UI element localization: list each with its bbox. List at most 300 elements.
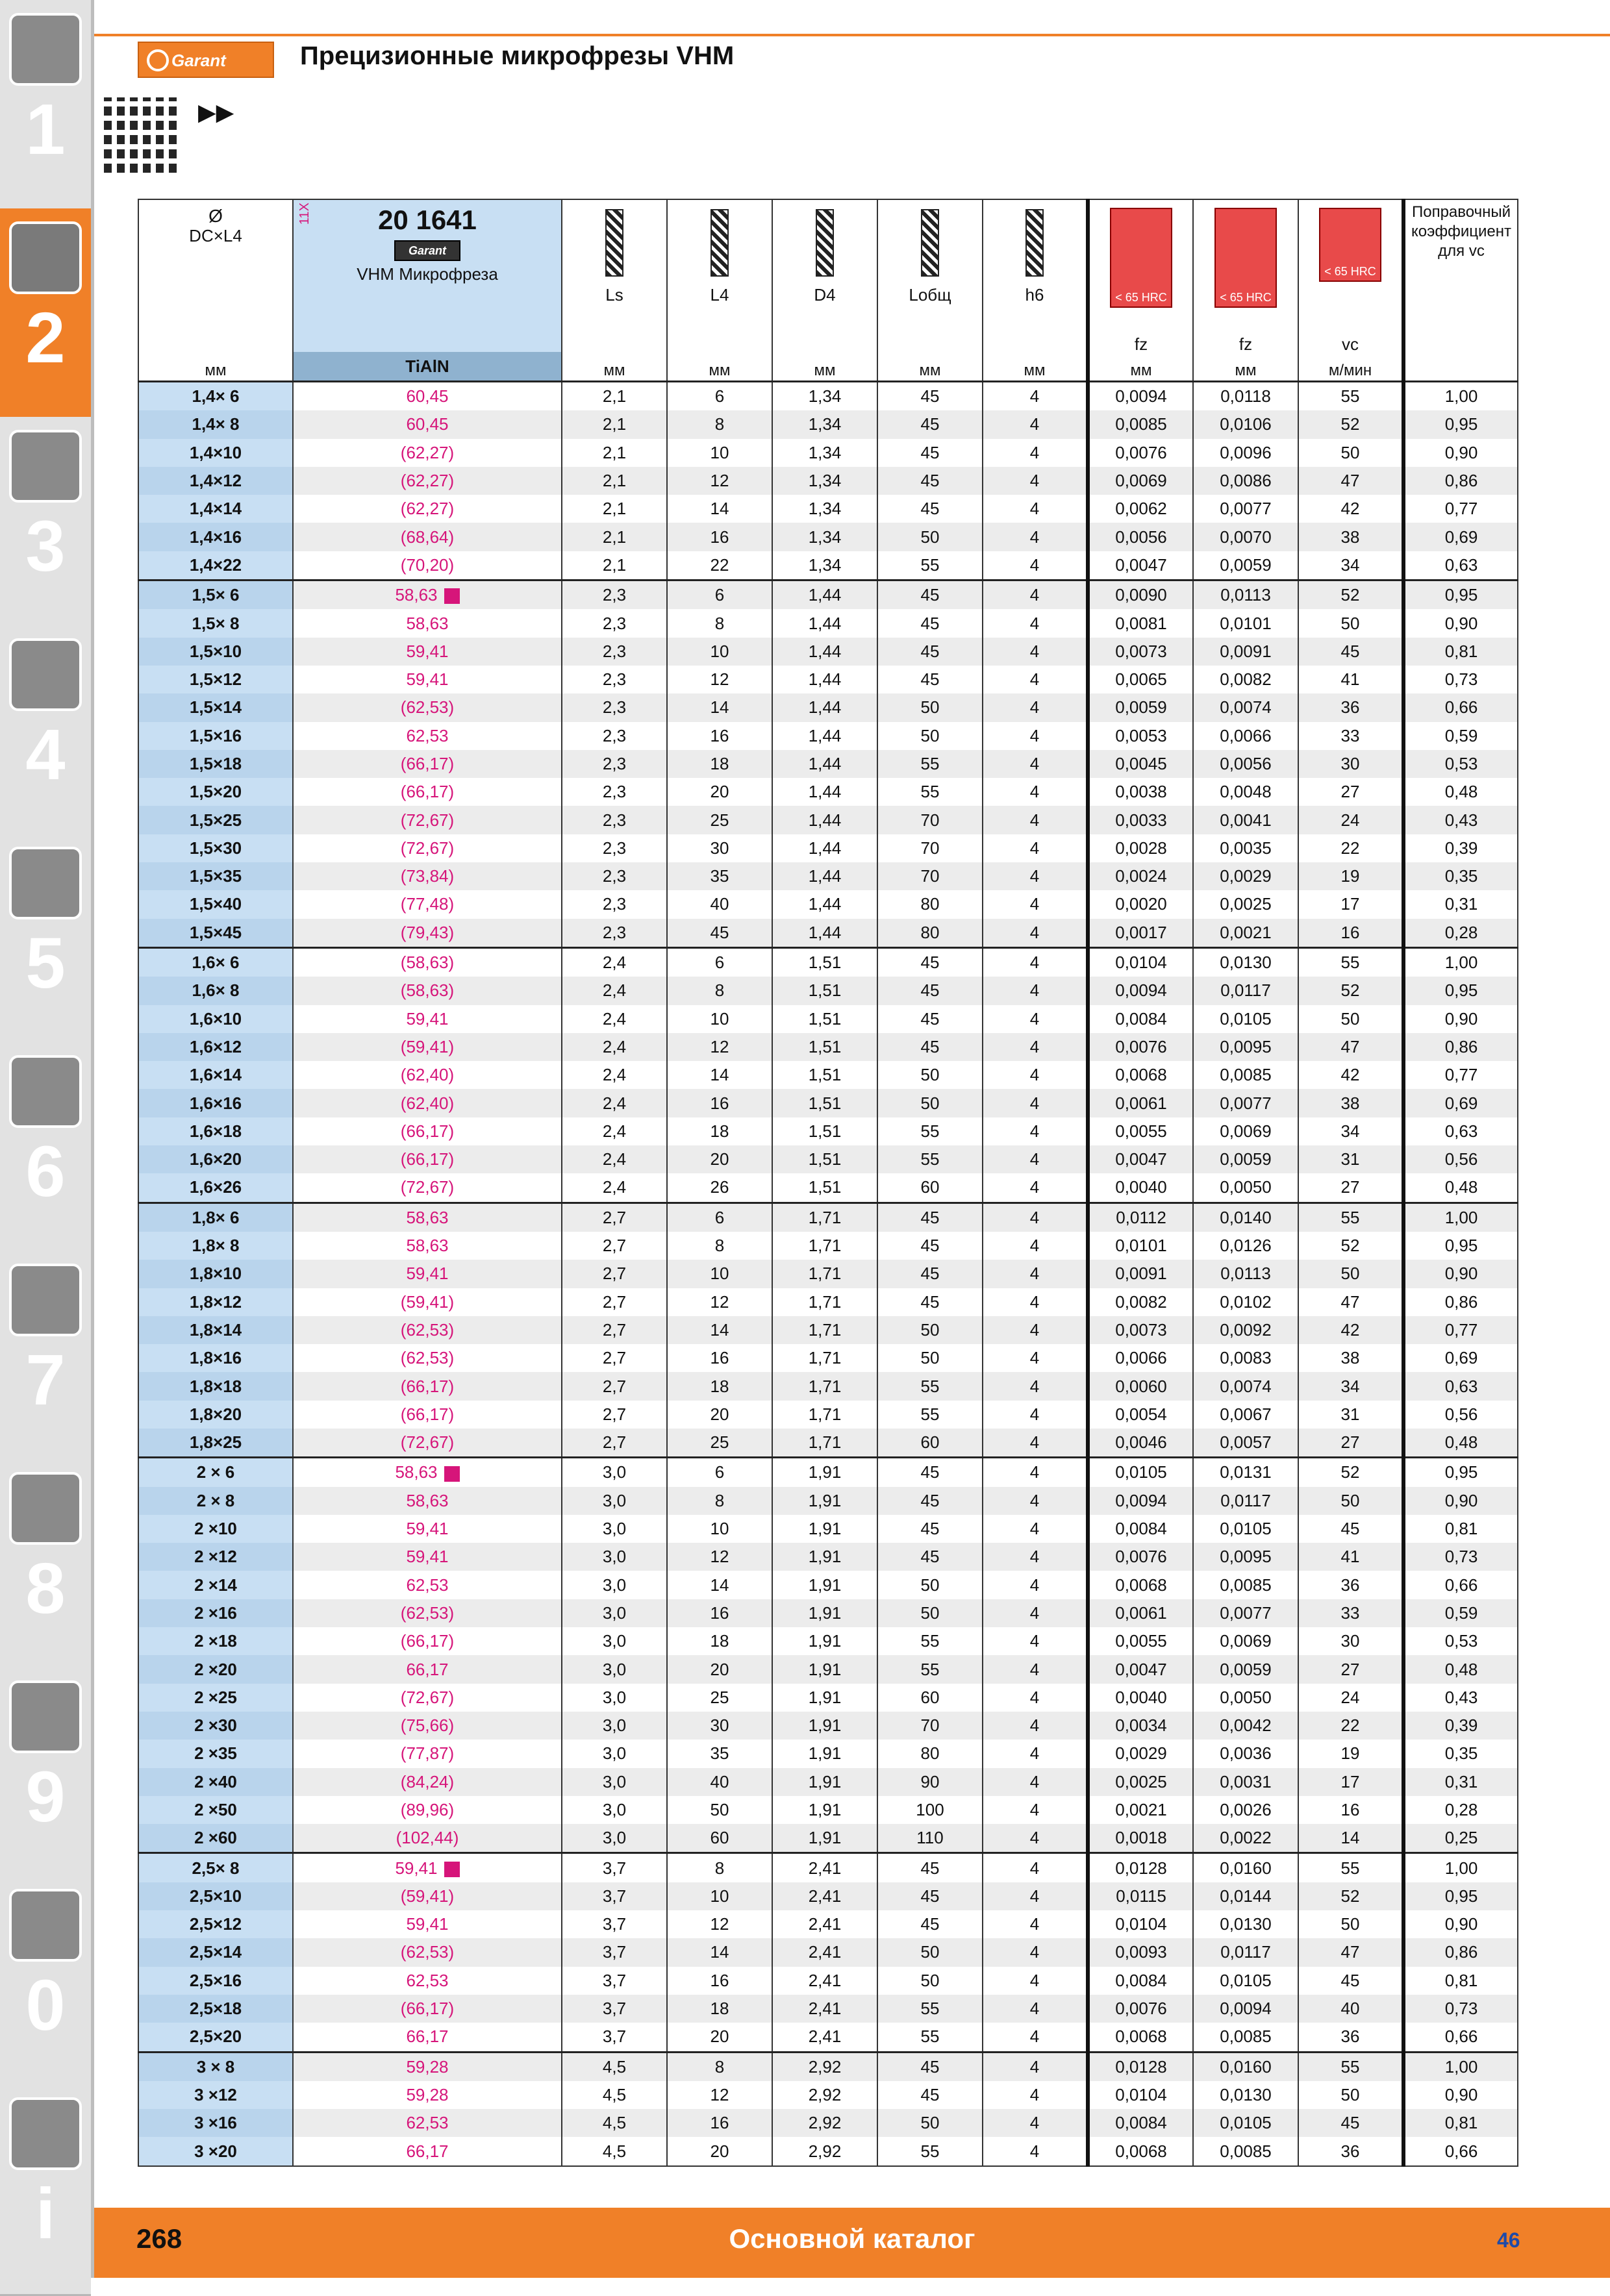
- cell-value: 2,4: [602, 1008, 627, 1029]
- cell-fz-side: [1193, 551, 1298, 580]
- vc-hrc: < 65 HRC: [1324, 265, 1376, 278]
- cell-value: 3,0: [602, 1603, 627, 1623]
- cell-value: 1,4×14: [189, 499, 242, 519]
- cell-value: 2 ×50: [194, 1799, 237, 1819]
- cell-value: 55: [920, 1376, 940, 1396]
- cell-vc: [1298, 580, 1403, 610]
- cell-correction: [1403, 778, 1518, 806]
- cell-l4: [667, 439, 772, 467]
- cell-vc: [1298, 1967, 1403, 1995]
- cell-ls: [562, 638, 667, 666]
- cell-value: 0,0056: [1115, 527, 1167, 547]
- cell-value: 30: [710, 838, 729, 858]
- cell-price: [293, 722, 562, 750]
- cell-value: (62,27): [400, 471, 455, 491]
- cell-vc: [1298, 2081, 1403, 2109]
- sidebar-section-9[interactable]: [0, 1667, 91, 1879]
- cell-ls: [562, 1515, 667, 1543]
- cell-d4: [772, 890, 877, 918]
- cell-d4: [772, 750, 877, 778]
- cell-value: 0,63: [1444, 555, 1478, 575]
- cell-value: (77,48): [400, 894, 455, 914]
- cell-ls: [562, 2109, 667, 2137]
- cell-correction: [1403, 977, 1518, 1004]
- cell-value: 1,4× 6: [192, 386, 240, 406]
- cell-price: [293, 693, 562, 721]
- cell-value: 0,0085: [1220, 1575, 1272, 1595]
- cell-value: 0,0055: [1115, 1631, 1167, 1651]
- cell-value: 38: [1340, 1348, 1360, 1368]
- cell-fz-slot: [1088, 410, 1193, 438]
- sidebar-section-3[interactable]: [0, 417, 91, 629]
- cell-value: 2,5×12: [189, 1914, 242, 1934]
- cell-l4: [667, 1995, 772, 2023]
- cell-price: [293, 834, 562, 862]
- h6-unit: мм: [1024, 362, 1046, 379]
- cell-value: 4: [1029, 499, 1040, 519]
- cell-l4: [667, 410, 772, 438]
- cell-vc: [1298, 609, 1403, 637]
- cell-value: 0,0128: [1115, 2056, 1167, 2077]
- cell-value: 1,71: [808, 1376, 842, 1396]
- sidebar-section-2[interactable]: [0, 208, 91, 420]
- d4-label: D4: [814, 285, 836, 305]
- cell-h6: [983, 2023, 1088, 2052]
- cell-value: 0,0068: [1115, 1575, 1167, 1595]
- cell-value: 0,0085: [1115, 414, 1167, 434]
- col-d4: [772, 199, 877, 382]
- cell-correction: [1403, 1882, 1518, 1910]
- cell-value: 0,0101: [1220, 613, 1272, 633]
- cell-value: 45: [1340, 2113, 1360, 2133]
- cell-dimension: [138, 1712, 293, 1740]
- cell-correction: [1403, 1117, 1518, 1145]
- cell-dimension: [138, 890, 293, 918]
- cell-h6: [983, 1203, 1088, 1232]
- cell-dimension: [138, 1145, 293, 1173]
- cell-value: 27: [1340, 1659, 1360, 1679]
- cell-value: 4: [1029, 866, 1040, 886]
- cell-dimension: [138, 666, 293, 693]
- cell-l4: [667, 750, 772, 778]
- cell-l4: [667, 523, 772, 551]
- cell-value: 0,0020: [1115, 894, 1167, 914]
- cell-value: 0,81: [1444, 2113, 1478, 2133]
- cell-value: (66,17): [400, 1404, 455, 1424]
- sidebar-section-i[interactable]: [0, 2084, 91, 2296]
- cell-value: 0,0092: [1220, 1319, 1272, 1340]
- cell-value: 8: [714, 1490, 725, 1510]
- cell-value: 0,0084: [1115, 1008, 1167, 1029]
- cell-value: (62,53): [400, 1942, 455, 1962]
- section-code: 46: [1497, 2228, 1520, 2252]
- cell-value: 0,35: [1444, 1743, 1478, 1764]
- cell-vc: [1298, 495, 1403, 523]
- cell-value: 0,0084: [1115, 1519, 1167, 1539]
- cell-value: 55: [920, 754, 940, 773]
- cell-fz-side: [1193, 1173, 1298, 1203]
- cell-value: 24: [1340, 1687, 1360, 1707]
- cell-value: 70: [920, 838, 940, 858]
- cell-d4: [772, 666, 877, 693]
- availability-marker-icon: [444, 588, 460, 604]
- cell-value: 1,6× 8: [192, 980, 240, 1001]
- cell-value: (77,87): [400, 1743, 455, 1764]
- cell-value: 50: [1340, 442, 1360, 462]
- cell-fz-slot: [1088, 2081, 1193, 2109]
- cell-value: 1,71: [808, 1319, 842, 1340]
- cell-d4: [772, 1429, 877, 1458]
- cell-vc: [1298, 1599, 1403, 1627]
- cell-value: 4: [1029, 1575, 1040, 1595]
- cell-value: 45: [920, 641, 940, 661]
- sidebar-section-5[interactable]: [0, 834, 91, 1045]
- cell-value: 1,91: [808, 1575, 842, 1595]
- l4-label: L4: [710, 285, 729, 305]
- cell-value: 2 ×18: [194, 1631, 237, 1651]
- table-row: [138, 1458, 1518, 1487]
- cell-h6: [983, 806, 1088, 834]
- cell-ls: [562, 1910, 667, 1938]
- cell-value: 0,0113: [1220, 585, 1271, 605]
- cell-value: 60: [710, 1828, 729, 1848]
- cell-value: 59,28: [406, 2084, 449, 2104]
- cell-ls: [562, 1260, 667, 1288]
- cell-vc: [1298, 523, 1403, 551]
- cell-value: 20: [710, 2141, 729, 2161]
- cell-fz-slot: [1088, 834, 1193, 862]
- cell-value: 0,0083: [1220, 1348, 1272, 1368]
- cell-value: 10: [710, 442, 729, 462]
- cell-value: 1,44: [808, 838, 842, 858]
- table-row: [138, 1571, 1518, 1599]
- cell-l4: [667, 1910, 772, 1938]
- cell-h6: [983, 890, 1088, 918]
- cell-correction: [1403, 919, 1518, 948]
- table-row: [138, 2052, 1518, 2081]
- fz2-label: fz: [1239, 334, 1253, 354]
- cell-value: 16: [710, 725, 729, 745]
- cell-value: 2,7: [602, 1432, 627, 1453]
- cell-price: [293, 919, 562, 948]
- cell-value: 0,0050: [1220, 1177, 1272, 1197]
- sidebar-section-1[interactable]: [0, 0, 91, 212]
- cell-value: 16: [1340, 922, 1360, 942]
- cell-value: 0,0105: [1220, 1519, 1272, 1539]
- cell-dimension: [138, 1740, 293, 1767]
- cell-l4: [667, 1429, 772, 1458]
- cell-price: [293, 1316, 562, 1344]
- section-icon: [9, 2097, 82, 2170]
- cell-fz-side: [1193, 1882, 1298, 1910]
- forward-arrows-icon[interactable]: ▶▶: [198, 99, 234, 125]
- cell-h6: [983, 1288, 1088, 1316]
- cell-value: 20: [710, 1404, 729, 1424]
- table-row: [138, 2137, 1518, 2165]
- cell-fz-slot: [1088, 2023, 1193, 2052]
- cell-value: 0,0018: [1115, 1828, 1167, 1848]
- cell-value: 0,0094: [1115, 980, 1167, 1001]
- cell-value: 40: [710, 894, 729, 914]
- cell-value: 0,66: [1444, 697, 1478, 718]
- cell-dimension: [138, 2081, 293, 2109]
- table-row: [138, 1487, 1518, 1515]
- cell-value: 12: [710, 1914, 729, 1934]
- cell-d4: [772, 495, 877, 523]
- cell-value: 1,51: [808, 953, 842, 973]
- cell-correction: [1403, 580, 1518, 610]
- cell-ls: [562, 1203, 667, 1232]
- cell-value: 50: [1340, 2084, 1360, 2104]
- cell-value: 2,7: [602, 1292, 627, 1312]
- cell-value: (66,17): [400, 1376, 455, 1396]
- cell-ls: [562, 1145, 667, 1173]
- cell-fz-slot: [1088, 467, 1193, 495]
- cell-value: 45: [920, 1207, 940, 1227]
- sidebar-section-7[interactable]: [0, 1251, 91, 1462]
- cell-value: 60: [920, 1687, 940, 1707]
- cell-vc: [1298, 666, 1403, 693]
- cell-l4: [667, 1599, 772, 1627]
- ltotal-label: Lобщ: [909, 285, 951, 305]
- cell-value: 0,0047: [1115, 1149, 1167, 1169]
- cell-value: 4: [1029, 697, 1040, 718]
- sidebar-section-0[interactable]: [0, 1876, 91, 2088]
- cell-value: 18: [710, 1121, 729, 1141]
- cell-l4: [667, 1117, 772, 1145]
- cell-fz-side: [1193, 806, 1298, 834]
- cell-value: 4,5: [602, 2113, 627, 2133]
- catalog-title: Основной каталог: [729, 2223, 975, 2254]
- cell-value: 3 × 8: [196, 2056, 235, 2077]
- table-row: [138, 1401, 1518, 1429]
- cell-value: 0,95: [1444, 1236, 1478, 1256]
- h6-label: h6: [1025, 285, 1044, 305]
- cell-dimension: [138, 1515, 293, 1543]
- cell-h6: [983, 2052, 1088, 2081]
- neck-diameter-icon: [816, 209, 834, 277]
- cell-value: 4,5: [602, 2141, 627, 2161]
- cell-value: 0,69: [1444, 1348, 1478, 1368]
- qr-code-icon[interactable]: [104, 97, 179, 173]
- cell-value: 50: [920, 1942, 940, 1962]
- cell-value: 4: [1029, 1631, 1040, 1651]
- cell-value: 2 ×60: [194, 1828, 237, 1848]
- cell-value: 6: [714, 386, 725, 406]
- cell-value: 19: [1340, 1743, 1360, 1764]
- table-row: [138, 722, 1518, 750]
- cell-fz-slot: [1088, 382, 1193, 411]
- cell-value: 0,56: [1444, 1404, 1478, 1424]
- cell-ls: [562, 947, 667, 977]
- cell-value: 52: [1340, 585, 1360, 605]
- cell-fz-slot: [1088, 1458, 1193, 1487]
- sidebar-section-4[interactable]: [0, 625, 91, 837]
- cell-value: 45: [920, 1886, 940, 1906]
- cell-value: 1,5×20: [189, 782, 242, 802]
- cell-ls: [562, 750, 667, 778]
- cell-vc: [1298, 1458, 1403, 1487]
- cell-value: 2,4: [602, 1093, 627, 1113]
- cell-value: 4: [1029, 442, 1040, 462]
- cell-value: 0,53: [1444, 1631, 1478, 1651]
- cell-value: 1,4× 8: [192, 414, 240, 434]
- cell-fz-slot: [1088, 580, 1193, 610]
- cell-value: 27: [1340, 782, 1360, 802]
- cell-price: [293, 1344, 562, 1372]
- cell-value: 1,6×10: [189, 1008, 242, 1029]
- cell-vc: [1298, 1655, 1403, 1683]
- cell-ltotal: [877, 693, 983, 721]
- cell-value: 4: [1029, 725, 1040, 745]
- cell-d4: [772, 1487, 877, 1515]
- cell-fz-slot: [1088, 1117, 1193, 1145]
- table-row: [138, 1740, 1518, 1767]
- section-icon: [9, 1680, 82, 1753]
- cell-l4: [667, 580, 772, 610]
- cell-fz-slot: [1088, 1796, 1193, 1824]
- fz1-unit: мм: [1130, 362, 1152, 379]
- cell-value: 2,7: [602, 1404, 627, 1424]
- cell-value: 0,0055: [1115, 1121, 1167, 1141]
- cell-value: 0,0074: [1220, 1376, 1272, 1396]
- cell-value: (59,41): [400, 1292, 455, 1312]
- cell-fz-slot: [1088, 1173, 1193, 1203]
- cell-value: 0,95: [1444, 1462, 1478, 1482]
- cell-value: 0,43: [1444, 1687, 1478, 1707]
- cell-value: 1,91: [808, 1631, 842, 1651]
- cell-value: 1,8×20: [189, 1404, 242, 1424]
- cell-value: 1,5×45: [189, 922, 242, 942]
- table-row: [138, 1429, 1518, 1458]
- sidebar-section-8[interactable]: [0, 1459, 91, 1671]
- cell-ltotal: [877, 1571, 983, 1599]
- cell-h6: [983, 1938, 1088, 1966]
- cell-h6: [983, 1768, 1088, 1796]
- section-number: 3: [25, 506, 66, 586]
- cell-value: 0,48: [1444, 1432, 1478, 1453]
- cell-value: 4: [1029, 641, 1040, 661]
- cell-price: [293, 1995, 562, 2023]
- cell-vc: [1298, 1824, 1403, 1853]
- cell-d4: [772, 1967, 877, 1995]
- cell-dimension: [138, 722, 293, 750]
- cell-value: 2,3: [602, 922, 627, 942]
- cell-value: 2 ×40: [194, 1771, 237, 1791]
- cell-fz-slot: [1088, 722, 1193, 750]
- cell-fz-side: [1193, 1655, 1298, 1683]
- table-row: [138, 1599, 1518, 1627]
- cell-value: 41: [1340, 669, 1360, 690]
- cell-value: 50: [1340, 1490, 1360, 1510]
- cell-value: 2,1: [602, 471, 627, 491]
- cell-d4: [772, 1288, 877, 1316]
- cell-value: 59,28: [406, 2056, 449, 2077]
- cell-correction: [1403, 1768, 1518, 1796]
- cell-l4: [667, 666, 772, 693]
- cell-value: 12: [710, 1292, 729, 1312]
- cell-d4: [772, 1740, 877, 1767]
- cell-fz-side: [1193, 1372, 1298, 1400]
- cell-dimension: [138, 1995, 293, 2023]
- cell-value: 0,0068: [1115, 2141, 1167, 2161]
- cell-value: 52: [1340, 414, 1360, 434]
- cell-fz-side: [1193, 1740, 1298, 1767]
- cell-l4: [667, 1712, 772, 1740]
- cell-d4: [772, 1145, 877, 1173]
- cell-value: 0,0094: [1115, 1490, 1167, 1510]
- sidebar-section-6[interactable]: [0, 1042, 91, 1254]
- cell-ls: [562, 1967, 667, 1995]
- cell-value: 6: [714, 585, 725, 605]
- cell-ls: [562, 1458, 667, 1487]
- table-row: [138, 2081, 1518, 2109]
- cell-value: 4: [1029, 1687, 1040, 1707]
- cell-value: 1,8×25: [189, 1432, 242, 1453]
- cell-value: 20: [710, 1149, 729, 1169]
- article-number: 20 1641: [378, 205, 477, 235]
- cell-fz-slot: [1088, 1543, 1193, 1571]
- table-row: [138, 1173, 1518, 1203]
- cell-price: [293, 1117, 562, 1145]
- col-fz-slot: [1088, 199, 1193, 382]
- cell-value: 0,0096: [1220, 442, 1272, 462]
- cell-h6: [983, 1910, 1088, 1938]
- cell-value: 16: [710, 1093, 729, 1113]
- table-row: [138, 1061, 1518, 1089]
- cell-price: [293, 1260, 562, 1288]
- table-row: [138, 1344, 1518, 1372]
- cell-h6: [983, 467, 1088, 495]
- cell-value: 0,0077: [1220, 499, 1272, 519]
- cell-value: 2,4: [602, 1149, 627, 1169]
- cell-ltotal: [877, 609, 983, 637]
- table-row: [138, 947, 1518, 977]
- cell-value: 70: [920, 810, 940, 830]
- cell-value: 0,0040: [1115, 1687, 1167, 1707]
- cell-dimension: [138, 1372, 293, 1400]
- cell-ltotal: [877, 1740, 983, 1767]
- cell-value: 1,00: [1444, 953, 1478, 973]
- cell-value: 2,41: [808, 2027, 842, 2047]
- cell-value: 0,90: [1444, 613, 1478, 633]
- cell-value: 1,91: [808, 1799, 842, 1819]
- cell-l4: [667, 1571, 772, 1599]
- cell-h6: [983, 1543, 1088, 1571]
- cell-value: 45: [920, 1008, 940, 1029]
- cell-value: 6: [714, 1207, 725, 1227]
- cell-dimension: [138, 410, 293, 438]
- cell-value: 2,4: [602, 1065, 627, 1085]
- cell-value: 110: [916, 1828, 944, 1848]
- cell-price: [293, 410, 562, 438]
- cell-dimension: [138, 778, 293, 806]
- cell-correction: [1403, 1061, 1518, 1089]
- cell-value: 0,0029: [1220, 866, 1272, 886]
- cell-price: [293, 1232, 562, 1260]
- cell-dimension: [138, 1487, 293, 1515]
- cell-h6: [983, 1316, 1088, 1344]
- cell-value: 55: [1340, 2056, 1360, 2077]
- cell-value: 16: [710, 527, 729, 547]
- cell-ls: [562, 1089, 667, 1117]
- cell-value: 2,3: [602, 838, 627, 858]
- vc-unit: м/мин: [1328, 362, 1372, 379]
- cell-correction: [1403, 1429, 1518, 1458]
- cell-value: 27: [1340, 1177, 1360, 1197]
- cell-value: 4: [1029, 980, 1040, 1001]
- cell-h6: [983, 1429, 1088, 1458]
